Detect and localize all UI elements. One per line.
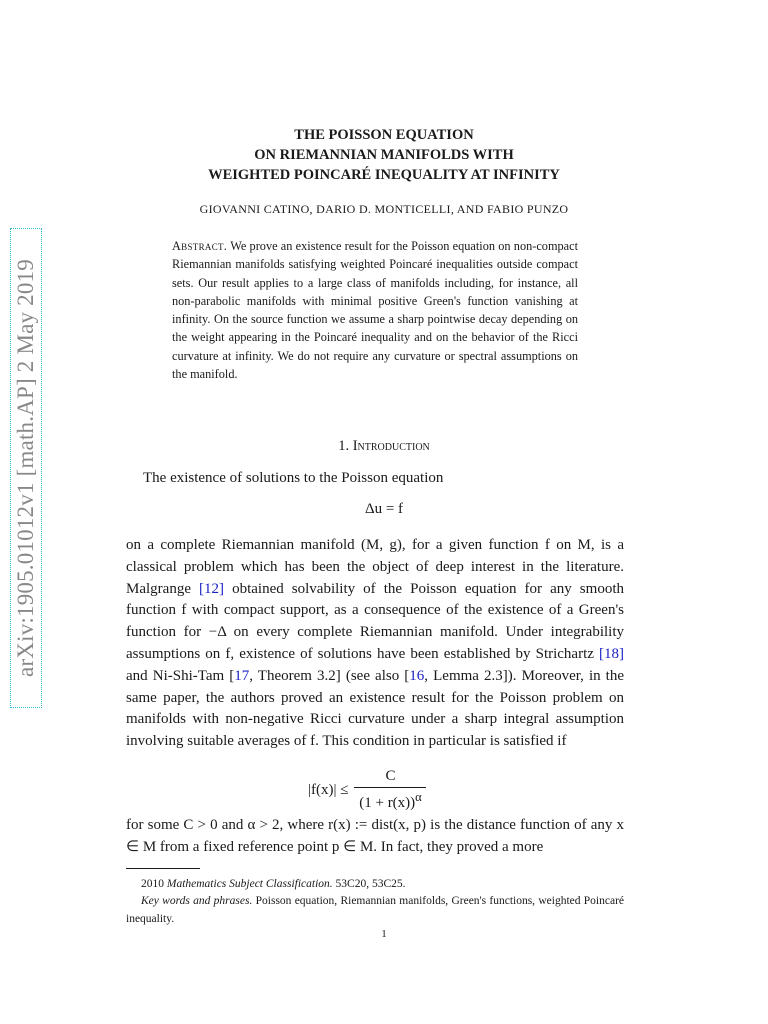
decay-inequality bbox=[308, 768, 426, 812]
abstract bbox=[172, 237, 578, 383]
arxiv-stamp bbox=[10, 228, 42, 708]
section-number: 1. bbox=[338, 438, 350, 454]
msc-label: Mathematics Subject Classification. bbox=[166, 878, 333, 890]
citation-link-12[interactable]: [12] bbox=[199, 580, 225, 597]
abstract-heading: Abstract. bbox=[172, 239, 228, 253]
footnote-msc: 2010 Mathematics Subject Classification. 53C20, 53C25. bbox=[141, 878, 406, 890]
msc-codes: 53C20, 53C25. bbox=[335, 878, 406, 890]
page-number: 1 bbox=[381, 928, 387, 940]
fraction-numerator: C bbox=[385, 768, 396, 784]
title-line-1: THE POISSON EQUATION bbox=[294, 127, 474, 143]
fraction-bar bbox=[354, 787, 426, 788]
intro-text-3: and Ni-Shi-Tam [ bbox=[126, 667, 235, 684]
intro-paragraph-continued: for some C > 0 and α > 2, where r(x) := dist(x, p) is the distance function of any x ∈ M from a fixed reference point p ∈ M. In fact, they proved a more bbox=[126, 817, 624, 855]
keywords-text: Poisson equation, Riemannian manifolds, Green's functions, weighted Poincaré inequality. bbox=[126, 895, 625, 925]
section-heading bbox=[0, 438, 768, 455]
inequality-lhs: |f(x)| ≤ bbox=[308, 781, 349, 798]
intro-text-4: , Theorem 3.2] (see also [ bbox=[249, 667, 410, 684]
citation-link-18[interactable]: [18] bbox=[599, 645, 624, 662]
abstract-text: We prove an existence result for the Poisson equation on non-compact Riemannian manifolds satisfying weighted Poincaré inequalities outside compact sets. Our result applies to a large class of manifolds including, for instance, all non-parabolic manifolds with minimal positive Green's function vanishing at infinity. On the source function we assume a sharp pointwise decay depending on the weight appearing in the Poincaré inequality and on the behavior of the Ricci curvature at infinity. We do not require any curvature or spectral assumptions on the manifold. bbox=[172, 239, 578, 382]
arxiv-identifier: arXiv:1905.01012v1 [math.AP] 2 May 2019 bbox=[13, 259, 38, 677]
citation-link-16[interactable]: 16 bbox=[409, 667, 425, 684]
intro-paragraph bbox=[126, 535, 624, 753]
intro-first-line: The existence of solutions to the Poisson equation bbox=[143, 470, 444, 486]
inequality-fraction bbox=[354, 768, 426, 812]
section-title: Introduction bbox=[352, 438, 430, 454]
title-line-3: WEIGHTED POINCARÉ INEQUALITY AT INFINITY bbox=[208, 167, 560, 183]
intro-text-1: on a complete Riemannian manifold (M, g), for a given function f on M, is a classical problem which has been the object of deep interest in the literature. Malgrange bbox=[126, 537, 624, 597]
paper-title bbox=[0, 125, 768, 185]
footnote-divider bbox=[126, 868, 200, 869]
exponent-alpha: α bbox=[415, 790, 422, 804]
footnote-keywords bbox=[126, 892, 624, 928]
fraction-denominator: $(1 + r(x))^\alpha$ bbox=[359, 790, 422, 811]
keywords-label: Key words and phrases. bbox=[141, 895, 253, 907]
poisson-equation: Δu = f bbox=[364, 501, 404, 517]
author-list: GIOVANNI CATINO, DARIO D. MONTICELLI, AND FABIO PUNZO bbox=[199, 202, 569, 216]
intro-text-5: , Lemma 2.3]). Moreover, in the same paper, the authors proved an existence result for the Poisson problem on manifolds with non-negative Ricci curvature under a sharp integral assumption involving suitable averages of f. This condition in particular is satisfied if bbox=[126, 667, 625, 750]
intro-text-2: obtained solvability of the Poisson equation for any smooth function f with compact support, as a consequence of the existence of a Green's function for −Δ on every complete Riemannian manifold. Under integrability assumptions on f, existence of solutions have been established by Strichartz bbox=[126, 580, 624, 662]
title-line-2: ON RIEMANNIAN MANIFOLDS WITH bbox=[254, 147, 514, 163]
citation-link-17[interactable]: 17 bbox=[234, 667, 250, 684]
